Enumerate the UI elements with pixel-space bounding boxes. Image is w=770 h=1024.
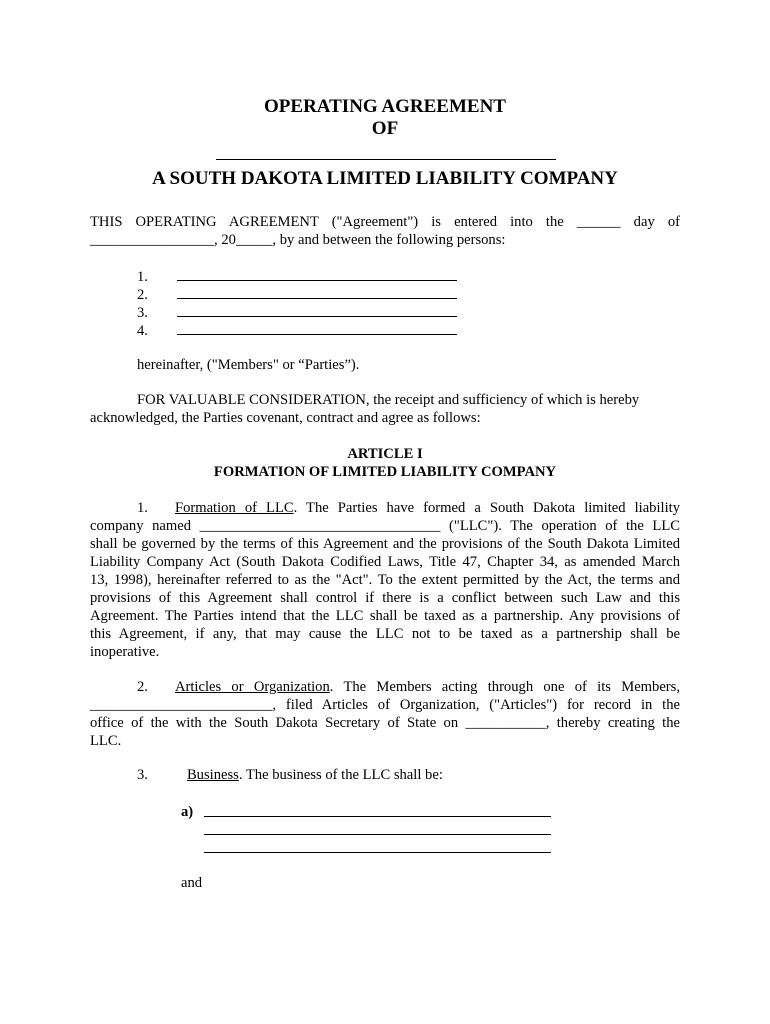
section-2-number: 2. — [137, 679, 148, 695]
section-2-line-3: office of the with the South Dakota Secretary of State on ___________, thereby creating the — [90, 715, 680, 731]
business-blank-2 — [204, 834, 551, 835]
section-3-title: Business — [186, 767, 239, 783]
section-1-line-9: inoperative. — [90, 644, 160, 660]
company-name-blank — [216, 159, 556, 160]
section-1-line-3: shall be governed by the terms of this Agreement and the provisions of the South Dakota Limited — [90, 536, 680, 552]
person-blank-4 — [177, 334, 457, 335]
item-a-label: a) — [181, 804, 194, 820]
title-line-2: OF — [371, 118, 399, 139]
section-1-line-6: provisions of this Agreement shall control if there is a conflict between such Law and this — [90, 590, 680, 606]
section-1-line-1-text: . The Parties have formed a South Dakota limited liability — [293, 500, 680, 516]
article-number: ARTICLE I — [347, 446, 423, 462]
person-blank-1 — [177, 280, 457, 281]
section-3-line-1 — [137, 766, 443, 784]
intro-line-2: _________________, 20_____, by and between the following persons: — [90, 232, 506, 248]
section-1 — [90, 499, 680, 661]
consideration-paragraph — [90, 391, 680, 427]
person-blank-2 — [177, 298, 457, 299]
section-1-line-7: Agreement. The Parties intend that the LLC shall be taxed as a partnership. Any provisions of — [90, 608, 680, 624]
section-1-line-8: this Agreement, if any, that may cause the LLC not to be taxed as a partnership shall be — [90, 626, 680, 642]
person-number-2: 2. — [137, 287, 148, 303]
person-number-3: 3. — [137, 305, 148, 321]
intro-line-1: THIS OPERATING AGREEMENT ("Agreement") is entered into the ______ day of — [90, 214, 680, 230]
person-number-4: 4. — [137, 323, 148, 339]
section-2-title: Articles or Organization — [174, 679, 330, 695]
section-2-line-4: LLC. — [90, 733, 122, 749]
section-2-line-2: _________________________, filed Articles of Organization, ("Articles") for record in the — [90, 697, 680, 713]
section-2 — [90, 678, 680, 750]
subtitle: A SOUTH DAKOTA LIMITED LIABILITY COMPANY — [152, 168, 618, 189]
section-2-line-1 — [90, 678, 680, 696]
section-1-number: 1. — [137, 500, 148, 516]
and-text: and — [181, 875, 203, 891]
title-line-1: OPERATING AGREEMENT — [264, 96, 506, 117]
consideration-line-1: FOR VALUABLE CONSIDERATION, the receipt and sufficiency of which is hereby — [137, 392, 640, 408]
intro-paragraph — [90, 213, 680, 249]
section-2-line-1-text: . The Members acting through one of its Members, — [329, 679, 680, 695]
person-blank-3 — [177, 316, 457, 317]
section-1-line-1 — [90, 499, 680, 517]
section-1-title: Formation of LLC — [174, 500, 294, 516]
consideration-line-2: acknowledged, the Parties covenant, contract and agree as follows: — [90, 410, 481, 426]
article-heading: FORMATION OF LIMITED LIABILITY COMPANY — [213, 464, 557, 480]
section-3-number: 3. — [137, 767, 148, 783]
business-blank-1 — [204, 816, 551, 817]
person-number-1: 1. — [137, 269, 148, 285]
hereinafter-text: hereinafter, ("Members" or “Parties”). — [137, 357, 360, 373]
business-blank-3 — [204, 852, 551, 853]
section-1-line-4: Liability Company Act (South Dakota Codified Laws, Title 47, Chapter 34, as amended March — [90, 554, 680, 570]
section-3-text: . The business of the LLC shall be: — [238, 767, 443, 783]
section-1-line-5: 13, 1998), hereinafter referred to as the "Act". To the extent permitted by the Act, the terms and — [90, 572, 680, 588]
section-1-line-2: company named _________________________________ ("LLC"). The operation of the LLC — [90, 518, 680, 534]
